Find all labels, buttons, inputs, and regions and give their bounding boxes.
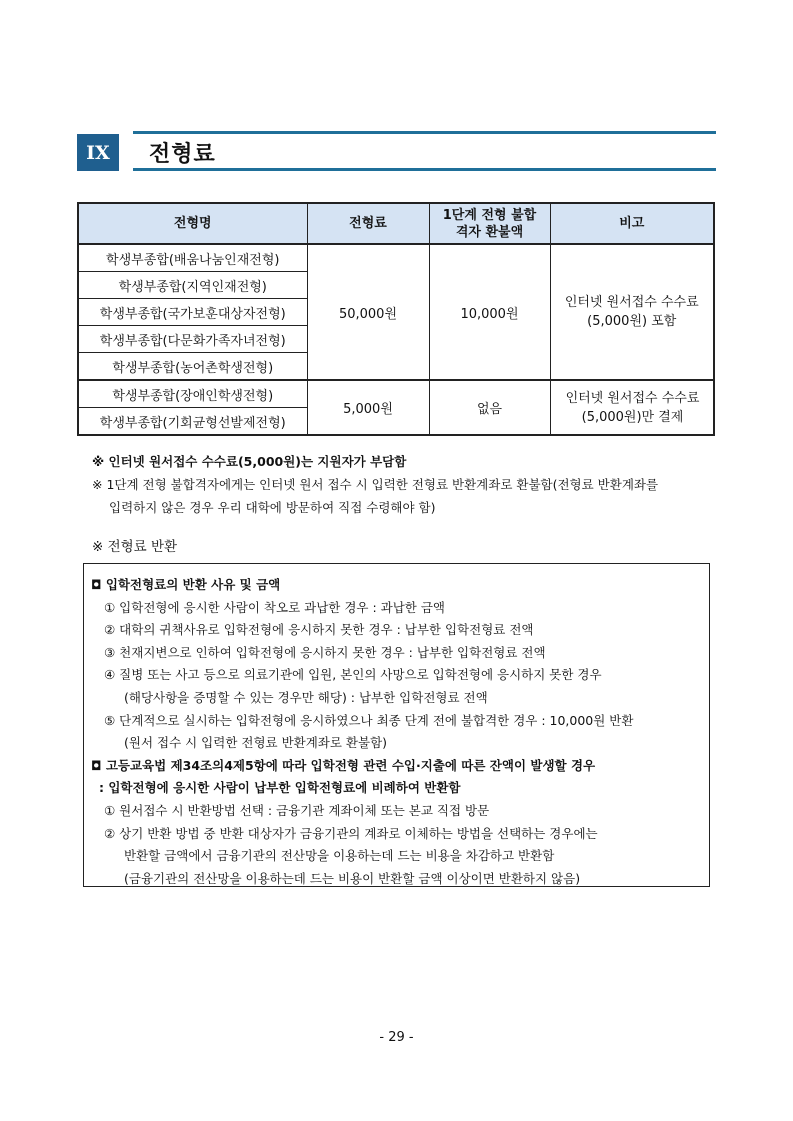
note-refund-account-cont: 입력하지 않은 경우 우리 대학에 방문하여 직접 수령해야 함) bbox=[109, 500, 436, 515]
list-item: ③ 천재지변으로 인하여 입학전형에 응시하지 못한 경우 : 납부한 입학전형료 전액 bbox=[104, 644, 546, 660]
header-note: 비고 bbox=[550, 203, 714, 244]
surplus-heading: ◘ 고등교육법 제34조의4제5항에 따라 입학전형 관련 수입·지출에 따른 잔액이 발생할 경우 bbox=[91, 757, 596, 773]
list-item: ④ 질병 또는 사고 등으로 의료기관에 입원, 본인의 사망으로 입학전형에 응시하지 못한 경우 bbox=[104, 667, 602, 683]
table-cell-note bbox=[550, 244, 714, 380]
table-cell-name: 학생부종합(농어촌학생전형) bbox=[78, 353, 307, 381]
section-header bbox=[77, 131, 716, 171]
list-item: ① 원서접수 시 반환방법 선택 : 금융기관 계좌이체 또는 본교 직접 방문 bbox=[104, 802, 490, 818]
table-cell-refund: 없음 bbox=[429, 380, 550, 435]
list-item-cont: (금융기관의 전산망을 이용하는데 드는 비용이 반환할 금액 이상이면 반환하지 않음) bbox=[124, 870, 581, 886]
notes bbox=[92, 450, 722, 519]
table-cell-name: 학생부종합(장애인학생전형) bbox=[78, 380, 307, 408]
list-item: ② 상기 반환 방법 중 반환 대상자가 금융기관의 계좌로 이체하는 방법을 선택하는 경우에는 bbox=[104, 825, 598, 841]
list-item-cont: (원서 접수 시 입력한 전형료 반환계좌로 환불함) bbox=[124, 735, 388, 751]
refund-box bbox=[83, 563, 710, 887]
section-title: 전형료 bbox=[149, 142, 216, 167]
table-cell-refund: 10,000원 bbox=[429, 244, 550, 380]
note-refund-account: ※ 1단계 전형 불합격자에게는 인터넷 원서 접수 시 입력한 전형료 반환계좌로 환불함(전형료 반환계좌를 bbox=[92, 477, 659, 492]
header-rule-top bbox=[133, 131, 716, 134]
table-cell-name: 학생부종합(지역인재전형) bbox=[78, 272, 307, 299]
table-cell-note-text: 인터넷 원서접수 수수료(5,000원)만 결제 bbox=[565, 390, 700, 425]
note-fee-burden: ※ 인터넷 원서접수 수수료(5,000원)는 지원자가 부담함 bbox=[92, 454, 407, 469]
table-cell-note bbox=[550, 380, 714, 435]
list-item: ② 대학의 귀책사유로 입학전형에 응시하지 못한 경우 : 납부한 입학전형료 전액 bbox=[104, 622, 534, 638]
list-item: ① 입학전형에 응시한 사람이 착오로 과납한 경우 : 과납한 금액 bbox=[104, 599, 445, 615]
header-fee: 전형료 bbox=[307, 203, 429, 244]
table-cell-fee: 5,000원 bbox=[307, 380, 429, 435]
table-cell-name: 학생부종합(국가보훈대상자전형) bbox=[78, 299, 307, 326]
list-item-cont: (해당사항을 증명할 수 있는 경우만 해당) : 납부한 입학전형료 전액 bbox=[124, 689, 488, 705]
table-cell-name: 학생부종합(배움나눔인재전형) bbox=[78, 244, 307, 272]
list-item-cont: 반환할 금액에서 금융기관의 전산망을 이용하는데 드는 비용을 차감하고 반환함 bbox=[124, 848, 555, 864]
table-cell-note-text: 인터넷 원서접수 수수료(5,000원) 포함 bbox=[564, 295, 699, 329]
header-rule-bottom bbox=[133, 168, 716, 171]
header-refund bbox=[429, 203, 550, 244]
section-number-badge: IX bbox=[77, 134, 119, 171]
header-name: 전형명 bbox=[78, 203, 307, 244]
fee-table bbox=[77, 202, 715, 436]
refund-reason-heading: ◘ 입학전형료의 반환 사유 및 금액 bbox=[91, 577, 281, 592]
table-cell-fee: 50,000원 bbox=[307, 244, 429, 380]
table-cell-name: 학생부종합(기회균형선발제전형) bbox=[78, 408, 307, 436]
refund-subtitle: ※ 전형료 반환 bbox=[92, 539, 178, 555]
surplus-heading-cont: : 입학전형에 응시한 사람이 납부한 입학전형료에 비례하여 반환함 bbox=[99, 780, 461, 796]
page-number: - 29 - bbox=[379, 1030, 414, 1045]
header-refund-text: 1단계 전형 불합격자 환불액 bbox=[442, 207, 537, 240]
list-item: ⑤ 단계적으로 실시하는 입학전형에 응시하였으나 최종 단계 전에 불합격한 경우 : 10,000원 반환 bbox=[104, 712, 634, 728]
table-cell-name: 학생부종합(다문화가족자녀전형) bbox=[78, 326, 307, 353]
